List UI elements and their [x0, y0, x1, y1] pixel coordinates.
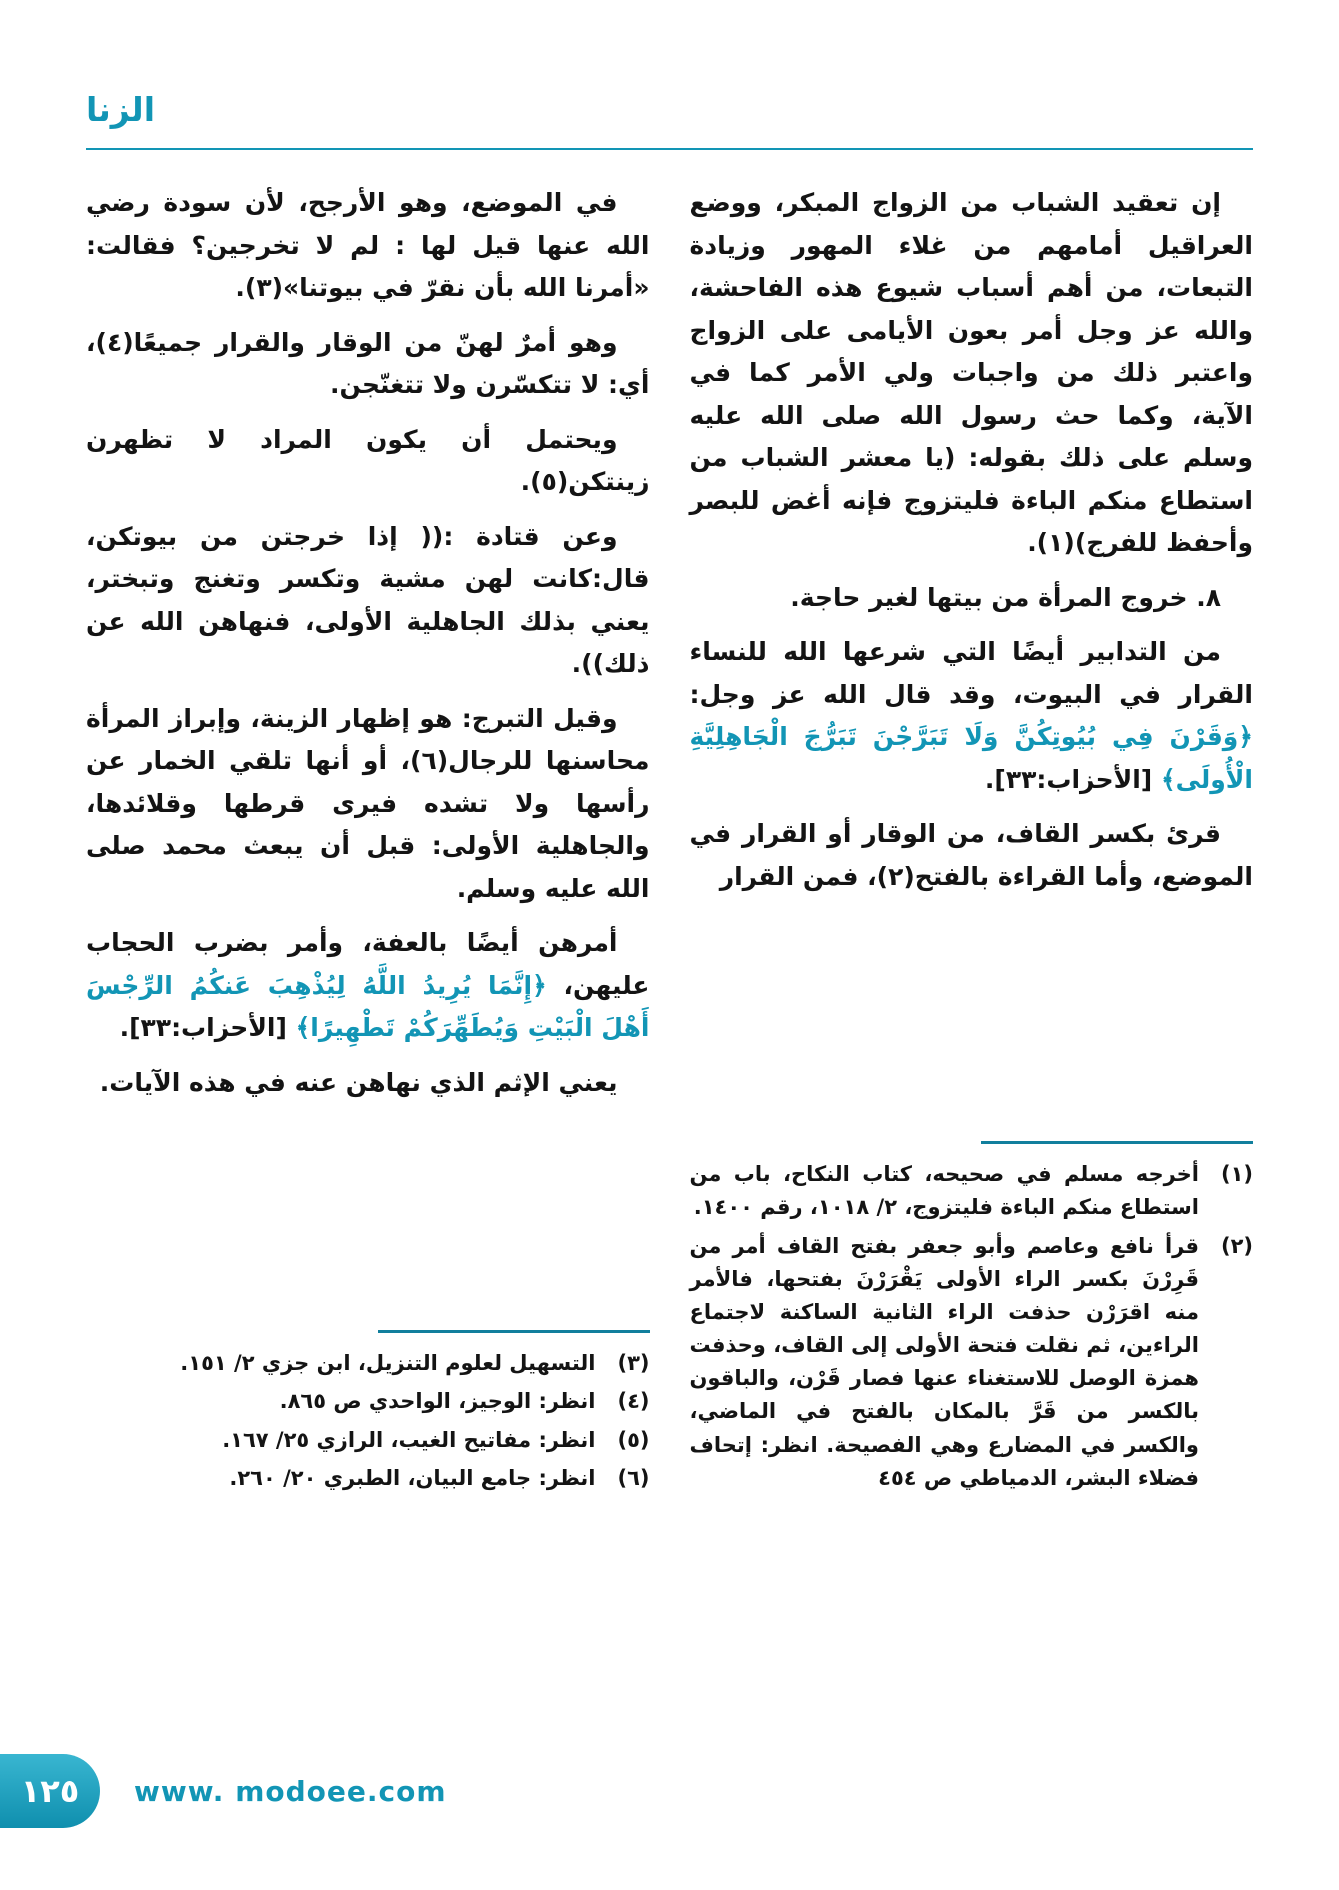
website-text: www. modoee.com	[134, 1775, 447, 1808]
paragraph: وقيل التبرج: هو إظهار الزينة، وإبراز المرأة محاسنها للرجال(٦)، أو أنها تلقي الخمار عن رأسها ولا تشده فيرى قرطها وقلائدها، والجاهلية الأولى: قبل أن يبعث محمد صلى الله عليه وسلم.	[86, 703, 650, 903]
quran-verse: ﴿وَقَرْنَ فِي بُيُوتِكُنَّ وَلَا تَبَرَّجْنَ تَبَرُّجَ الْجَاهِلِيَّةِ الْأُولَى﴾	[689, 722, 1253, 794]
paragraph-text: من التدابير أيضًا التي شرعها الله للنساء القرار في البيوت، وقد قال الله عز وجل:	[689, 637, 1253, 709]
paragraph-with-verse	[86, 922, 650, 1050]
paragraph: ويحتمل أن يكون المراد لا تظهرن زينتكن(٥).	[86, 424, 650, 496]
header-rule	[86, 148, 1253, 150]
footnote	[690, 1158, 1254, 1224]
footnote-marker: (٦)	[617, 1465, 650, 1490]
paragraph-with-verse	[690, 631, 1254, 801]
verse-reference: [الأحزاب:٣٣].	[984, 764, 1161, 794]
footnote	[86, 1385, 650, 1418]
page-header-title: الزنا	[86, 90, 156, 129]
footnote-marker: (٤)	[617, 1389, 650, 1414]
footnote	[86, 1424, 650, 1457]
right-footnotes	[690, 1137, 1254, 1500]
page-number-tab	[0, 1754, 100, 1828]
footnote-text: انظر: جامع البيان، الطبري ٢٠/ ٢٦٠.	[229, 1465, 596, 1490]
footnote-text: قرأ نافع وعاصم وأبو جعفر بفتح القاف أمر من قَرِرْنَ بكسر الراء الأولى يَقْرَرْنَ بفتحها، فالأمر منه اقرَرْن حذفت الراء الثانية الساكنة لاجتماع الراءين، ثم نقلت فتحة الأولى إلى القاف، وحذفت همزة الوصل للاستغناء عنها فصار قَرْن، والباقون بالكسر من قَرَّ بالمكان بالفتح في الماضي، والكسر في المضارع وهي الفصيحة. انظر: إتحاف فضلاء البشر، الدمياطي ص ٤٥٤	[689, 1233, 1199, 1490]
list-item-8-heading: ٨. خروج المرأة من بيتها لغير حاجة.	[790, 582, 1221, 612]
footnote-text: أخرجه مسلم في صحيحه، كتاب النكاح، باب من استطاع منكم الباءة فليتزوج، ٢/ ١٠١٨، رقم ١٤٠٠.	[689, 1162, 1199, 1220]
footnote-text: انظر: مفاتيح الغيب، الرازي ٢٥/ ١٦٧.	[222, 1427, 596, 1452]
footnote	[86, 1462, 650, 1495]
paragraph: قرئ بكسر القاف، من الوقار أو القرار في الموضع، وأما القراءة بالفتح(٢)، فمن القرار	[689, 819, 1253, 891]
left-footnotes	[86, 1326, 650, 1500]
footnote-separator	[981, 1141, 1253, 1144]
footnote	[86, 1347, 650, 1380]
paragraph: وعن قتادة :(( إذا خرجتن من بيوتكن، قال:كانت لهن مشية وتكسر وتغنج وتبختر، يعني بذلك الجاهلية الأولى، فنهاهن الله عن ذلك)).	[86, 521, 650, 678]
paragraph: إن تعقيد الشباب من الزواج المبكر، ووضع العراقيل أمامهم من غلاء المهور وزيادة التبعات، من أهم أسباب شيوع هذه الفاحشة، والله عز وجل أمر بعون الأيامى على الزواج واعتبر ذلك من واجبات ولي الأمر كما في الآية، وكما حث رسول الله صلى الله عليه وسلم على ذلك بقوله: (يا معشر الشباب من استطاع منكم الباءة فليتزوج فإنه أغض للبصر وأحفظ للفرج)(١).	[689, 188, 1253, 557]
footnote-separator	[378, 1330, 650, 1333]
paragraph: في الموضع، وهو الأرجح، لأن سودة رضي الله عنها قيل لها : لم لا تخرجين؟ فقالت: «أمرنا الله بأن نقرّ في بيوتنا»(٣).	[86, 188, 650, 302]
content-area	[86, 182, 1253, 1500]
page-number: ١٢٥	[20, 1772, 80, 1810]
footnote-marker: (١)	[1220, 1162, 1253, 1187]
left-column	[86, 182, 650, 1500]
footnote-marker: (٥)	[617, 1427, 650, 1452]
footnote-marker: (٣)	[617, 1351, 650, 1376]
footnote-text: انظر: الوجيز، الواحدي ص ٨٦٥.	[279, 1389, 596, 1414]
paragraph: وهو أمرٌ لهنّ من الوقار والقرار جميعًا(٤)، أي: لا تتكسّرن ولا تتغنّجن.	[86, 327, 650, 399]
paragraph-text: أمرهن أيضًا بالعفة، وأمر بضرب الحجاب عليهن،	[86, 928, 650, 1000]
right-column	[690, 182, 1254, 1500]
verse-reference: [الأحزاب:٣٣].	[119, 1013, 296, 1042]
footnote	[690, 1230, 1254, 1495]
footnote-marker: (٢)	[1220, 1233, 1253, 1258]
paragraph: يعني الإثم الذي نهاهن عنه في هذه الآيات.	[99, 1067, 618, 1097]
footnote-text: التسهيل لعلوم التنزيل، ابن جزي ٢/ ١٥١.	[180, 1351, 596, 1376]
quran-verse: ﴿إِنَّمَا يُرِيدُ اللَّهُ لِيُذْهِبَ عَنكُمُ الرِّجْسَ أَهْلَ الْبَيْتِ وَيُطَهِّرَكُمْ تَطْهِيرًا﴾	[86, 970, 650, 1042]
